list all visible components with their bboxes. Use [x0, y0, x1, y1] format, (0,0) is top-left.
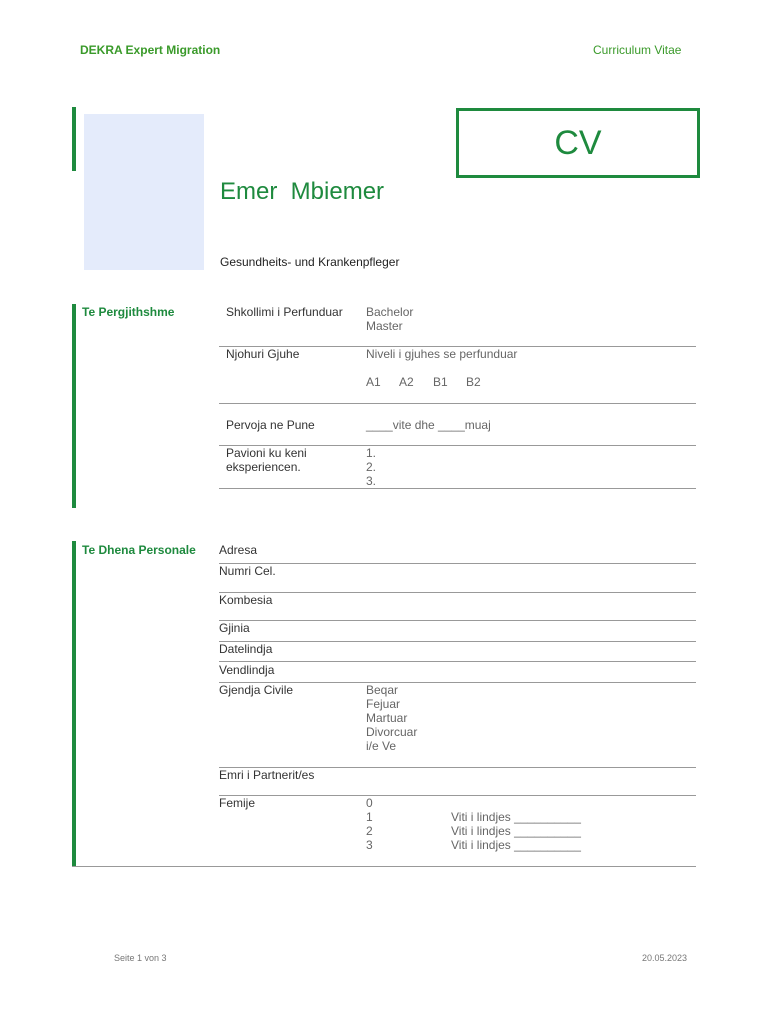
civil-status-option: Martuar	[366, 711, 408, 725]
section-title-general: Te Pergjithshme	[82, 305, 175, 319]
document-date: 20.05.2023	[642, 953, 688, 963]
row-divider	[219, 592, 696, 593]
birthdate-label: Datelindja	[219, 642, 273, 656]
education-option: Master	[366, 319, 403, 333]
children-count: 3	[366, 838, 373, 852]
children-count: 0	[366, 796, 373, 810]
birth-year-field: Viti i lindjes __________	[451, 824, 581, 838]
civil-status-label: Gjendja Civile	[219, 683, 294, 697]
ward-item: 1.	[366, 446, 377, 460]
language-level: A2	[399, 375, 414, 389]
section-title-personal: Te Dhena Personale	[82, 543, 196, 557]
civil-status-option: Divorcuar	[366, 725, 418, 739]
accent-bar-top	[72, 107, 76, 171]
row-divider	[219, 661, 696, 662]
company-name: DEKRA Expert Migration	[80, 43, 221, 57]
wards-label: Pavioni ku keni	[226, 446, 307, 460]
address-label: Adresa	[219, 543, 258, 557]
row-divider	[219, 563, 696, 564]
ward-item: 3.	[366, 474, 377, 488]
row-divider	[219, 403, 696, 404]
civil-status-option: Fejuar	[366, 697, 401, 711]
language-level: A1	[366, 375, 381, 389]
nationality-label: Kombesia	[219, 593, 273, 607]
document-type: Curriculum Vitae	[593, 43, 682, 57]
person-occupation: Gesundheits- und Krankenpfleger	[220, 255, 400, 269]
accent-bar-general	[72, 304, 76, 508]
photo-placeholder	[84, 114, 204, 270]
wards-label: eksperiencen.	[226, 460, 301, 474]
experience-value: ____vite dhe ____muaj	[366, 418, 491, 432]
birthplace-label: Vendlindja	[219, 663, 275, 677]
birth-year-field: Viti i lindjes __________	[451, 810, 581, 824]
partner-label: Emri i Partnerit/es	[219, 768, 315, 782]
language-level: B2	[466, 375, 481, 389]
accent-bar-personal	[72, 541, 76, 867]
civil-status-option: i/e Ve	[366, 739, 397, 753]
experience-label: Pervoja ne Pune	[226, 418, 315, 432]
person-name: Emer Mbiemer	[220, 178, 385, 205]
education-option: Bachelor	[366, 305, 414, 319]
ward-item: 2.	[366, 460, 377, 474]
language-note: Niveli i gjuhes se perfunduar	[366, 347, 518, 361]
cv-badge	[456, 108, 700, 178]
language-level: B1	[433, 375, 448, 389]
row-divider	[219, 620, 696, 621]
page-number: Seite 1 von 3	[114, 953, 167, 963]
row-divider	[219, 488, 696, 489]
civil-status-option: Beqar	[366, 683, 399, 697]
section-bottom-divider	[72, 866, 696, 867]
education-label: Shkollimi i Perfunduar	[226, 305, 343, 319]
children-label: Femije	[219, 796, 256, 810]
gender-label: Gjinia	[219, 621, 250, 635]
children-count: 1	[366, 810, 373, 824]
children-count: 2	[366, 824, 373, 838]
birth-year-field: Viti i lindjes __________	[451, 838, 581, 852]
row-divider	[219, 641, 696, 642]
phone-label: Numri Cel.	[219, 564, 276, 578]
language-label: Njohuri Gjuhe	[226, 347, 300, 361]
cv-badge-text: CV	[554, 123, 602, 162]
row-divider	[219, 795, 696, 796]
